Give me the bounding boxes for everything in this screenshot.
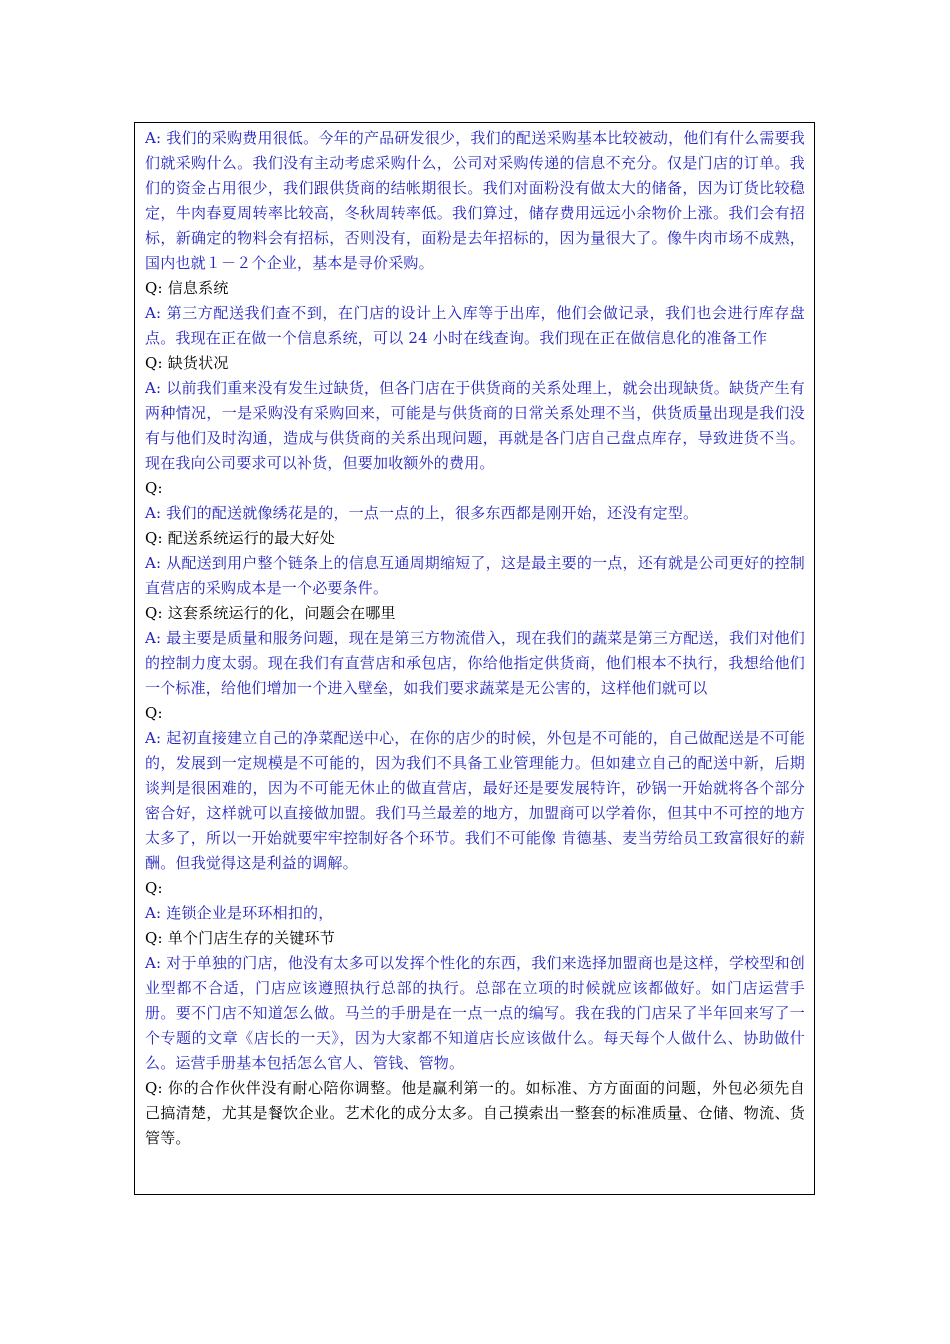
question-paragraph: Q: 信息系统 — [145, 279, 229, 297]
answer-paragraph: A: 我们的配送就像绣花是的，一点一点的上，很多东西都是刚开始，还没有定型。 — [145, 504, 699, 522]
answer-paragraph: A: 第三方配送我们查不到，在门店的设计上入库等于出库，他们会做记录，我们也会进行库存盘点。我现在正在做一个信息系统，可以 24 小时在线查询。我们现在正在做信息化的准备工作 — [145, 304, 805, 347]
question-paragraph: Q: 这套系统运行的化，问题会在哪里 — [145, 604, 396, 622]
answer-paragraph: A: 连锁企业是环环相扣的， — [145, 904, 334, 922]
answer-paragraph: A: 我们的采购费用很低。今年的产品研发很少，我们的配送采购基本比较被动，他们有什么需要我们就采购什么。我们没有主动考虑采购什么，公司对采购传递的信息不充分。仅是门店的订单。我们的资金占用很少，我们跟供货商的结帐期很长。我们对面粉没有做太大的储备，因为订货比较稳定，牛肉春夏周转率比较高，冬秋周转率低。我们算过，储存费用远远小余物价上涨。我们会有招标，新确定的物料会有招标，否则没有，面粉是去年招标的，因为量很大了。像牛肉市场不成熟，国内也就１－２个企业，基本是寻价采购。 — [145, 129, 805, 272]
question-paragraph: Q: — [145, 879, 163, 897]
question-paragraph: Q: 缺货状况 — [145, 354, 229, 372]
answer-paragraph: A: 从配送到用户整个链条上的信息互通周期缩短了，这是最主要的一点，还有就是公司更好的控制直营店的采购成本是一个必要条件。 — [145, 554, 805, 597]
question-paragraph: Q: 单个门店生存的关键环节 — [145, 929, 335, 947]
question-paragraph: Q: 配送系统运行的最大好处 — [145, 529, 335, 547]
question-paragraph: Q: 你的合作伙伴没有耐心陪你调整。他是赢利第一的。如标准、方方面面的问题，外包必须先自己搞清楚，尤其是餐饮企业。艺术化的成分太多。自己摸索出一整套的标准质量、仓储、物流、货管等。 — [145, 1079, 805, 1147]
question-paragraph: Q: — [145, 479, 163, 497]
answer-paragraph: A: 对于单独的门店，他没有太多可以发挥个性化的东西，我们来选择加盟商也是这样，学校型和创业型都不合适，门店应该遵照执行总部的执行。总部在立项的时候就应该都做好。如门店运营手册。要不门店不知道怎么做。马兰的手册是在一点一点的编写。我在我的门店呆了半年回来写了一个专题的文章《店长的一天》，因为大家都不知道店长应该做什么。每天每个人做什么、协助做什么。运营手册基本包括怎么官人、管钱、管物。 — [145, 954, 805, 1072]
question-paragraph: Q: — [145, 704, 163, 722]
answer-paragraph: A: 以前我们重来没有发生过缺货，但各门店在于供货商的关系处理上，就会出现缺货。缺货产生有两种情况，一是采购没有采购回来，可能是与供货商的日常关系处理不当，供货质量出现是我们没有与他们及时沟通，造成与供货商的关系出现问题，再就是各门店自己盘点库存，导致进货不当。现在我向公司要求可以补货，但要加收额外的费用。 — [145, 379, 805, 472]
answer-paragraph: A: 起初直接建立自己的净菜配送中心，在你的店少的时候，外包是不可能的，自己做配送是不可能的，发展到一定规模是不可能的，因为我们不具备工业管理能力。但如建立自己的配送中新，后期谈判是很困难的，因为不可能无休止的做直营店，最好还是要发展特许，砂锅一开始就将各个部分密合好，这样就可以直接做加盟。我们马兰最差的地方，加盟商可以学着你，但其中不可控的地方太多了，所以一开始就要牢牢控制好各个环节。我们不可能像 肯德基、麦当劳给员工致富很好的薪酬。但我觉得这是利益的调解。 — [145, 729, 805, 872]
answer-paragraph: A: 最主要是质量和服务问题，现在是第三方物流借入，现在我们的蔬菜是第三方配送，我们对他们的控制力度太弱。现在我们有直营店和承包店，你给他指定供货商，他们根本不执行，我想给他们一个标准，给他们增加一个进入壁垒，如我们要求蔬菜是无公害的，这样他们就可以 — [145, 629, 805, 697]
interview-table-cell — [134, 122, 815, 1195]
